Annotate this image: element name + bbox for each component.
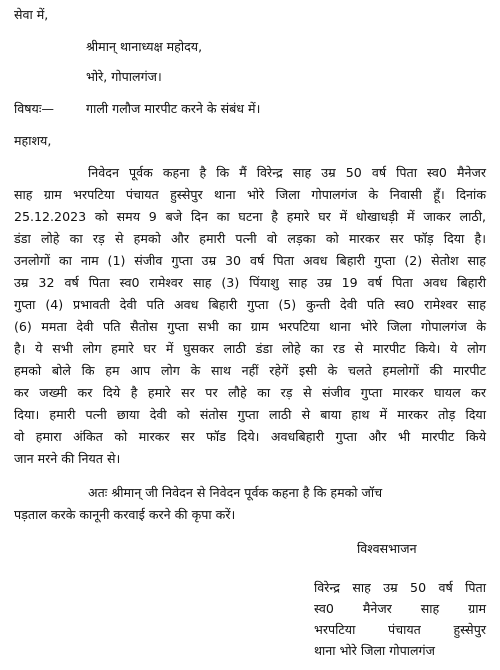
body-line: पड़ताल करके कानूनी करवाई करने की कृपा करें। xyxy=(14,507,236,522)
subject-label: विषयः— xyxy=(14,101,54,116)
body-line: जान मरने की नियत से। xyxy=(14,451,121,466)
salutation: महाशय, xyxy=(14,133,52,148)
body-line: हमको बोले कि हम आप लोग के साथ नहीं रहेगें इसी के चलते हमलोगों की मारपीट xyxy=(14,363,486,378)
recipient-title: श्रीमान् थानाध्यक्ष महोदय, xyxy=(86,39,203,54)
signature-line: भरपटिया पंचायत हुस्सेपुर xyxy=(314,622,486,637)
body-line: अतः श्रीमान् जी निवेदन से निवेदन पूर्वक कहना है कि हमको जॉच xyxy=(88,485,383,500)
body-line: उम्र 32 वर्ष पिता स्व0 रामेश्वर साह (3) पिंयाशु साह उम्र 19 वर्ष पिता अवध बिहारी xyxy=(14,275,486,290)
subject-text: गाली गलौज मारपीट करने के संबंध में। xyxy=(86,101,261,116)
body-line: साह ग्राम भरपटिया पंचायत हुस्सेपुर थाना भोरे जिला गोपालगंज के निवासी हूँ। दिनांक xyxy=(14,187,486,202)
body-line: (6) ममता देवी पति सैतोस गुप्ता सभी का ग्राम भरपटिया थाना भोरे जिला गोपालगंज के xyxy=(14,319,486,334)
body-line: निवेदन पूर्वक कहना है कि मैं विरेन्द्र साह उम्र 50 वर्ष पिता स्व0 मैनेजर xyxy=(88,165,486,180)
signature-line: विरेन्द्र साह उम्र 50 वर्ष पिता xyxy=(314,580,486,595)
body-line: उनलोगों का नाम (1) संजीव गुप्ता उम्र 30 वर्ष पिता अवध बिहारी गुप्ता (2) सेतोश साह xyxy=(14,253,486,268)
body-line: 25.12.2023 को समय 9 बजे दिन का घटना है हमारे घर में धोखाधड़ी में जाकर लाठी, xyxy=(14,209,486,224)
closing: विश्वसभाजन xyxy=(357,541,417,556)
body-line: वो हमारा अंकित को मारकर सर फॉड दिये। अवधबिहारी गुप्ता और भी मारपीट किये xyxy=(14,429,486,444)
body-line: गुप्ता (4) प्रभावती देवी पति अवध बिहारी गुप्ता (5) कुन्ती देवी पति स्व0 रामेश्वर साह xyxy=(14,297,486,312)
address-to: सेवा में, xyxy=(14,7,49,22)
body-line: डंडा लोहे का रड़ से हमको और हमारी पत्नी वो लड़का को मारकर सर फॉड़ दिया है। xyxy=(14,231,486,246)
recipient-location: भोरे, गोपालगंज। xyxy=(86,69,162,84)
body-line: कर जख्मी कर दिये है हमारे सर पर लौहे का रड़ से संजीव गुप्ता मारकर घायल कर xyxy=(14,385,486,400)
body-line: है। ये सभी लोग हमारे घर में घुसकर लाठी डंडा लोहे का रड से मारपीट किये। ये लोग xyxy=(14,341,486,356)
signature-line: थाना भोरे जिला गोपालगंज xyxy=(314,643,435,658)
signature-line: स्व0 मैनेजर साह ग्राम xyxy=(314,601,486,616)
body-line: दिया। हमारी पत्नी छाया देवी को संतोस गुप्ता लाठी से बाया हाथ में मारकर तोड़ दिया xyxy=(14,407,486,422)
